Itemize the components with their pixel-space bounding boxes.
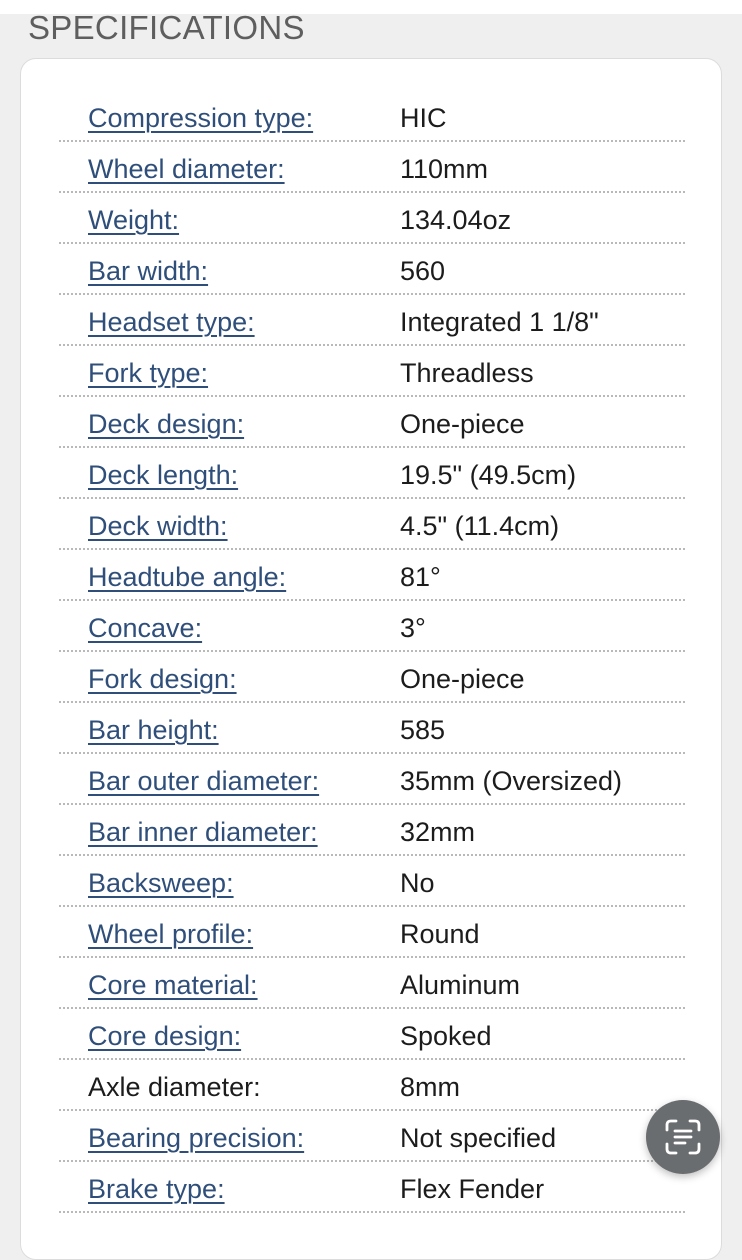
spec-row-fork-design bbox=[59, 652, 685, 703]
spec-row-bar-height bbox=[59, 703, 685, 754]
spec-value-deck-width: 4.5" (11.4cm) bbox=[400, 511, 560, 541]
spec-list bbox=[59, 91, 685, 1213]
spec-value-backsweep: No bbox=[400, 868, 435, 898]
section-title: SPECIFICATIONS bbox=[28, 9, 305, 46]
spec-label-concave[interactable]: Concave: bbox=[88, 613, 203, 643]
spec-value-weight: 134.04oz bbox=[400, 205, 512, 235]
spec-label-brake-type[interactable]: Brake type: bbox=[88, 1174, 225, 1204]
spec-row-compression-type bbox=[59, 91, 685, 142]
spec-value-axle-diameter: 8mm bbox=[400, 1072, 460, 1102]
spec-row-deck-length bbox=[59, 448, 685, 499]
spec-label-weight[interactable]: Weight: bbox=[88, 205, 180, 235]
spec-row-fork-type bbox=[59, 346, 685, 397]
spec-row-headset-type bbox=[59, 295, 685, 346]
spec-row-bearing-precision bbox=[59, 1111, 685, 1162]
spec-label-bar-inner-diameter[interactable]: Bar inner diameter: bbox=[88, 817, 318, 847]
spec-value-deck-design: One-piece bbox=[400, 409, 525, 439]
spec-value-brake-type: Flex Fender bbox=[400, 1174, 545, 1204]
spec-value-fork-design: One-piece bbox=[400, 664, 525, 694]
spec-row-weight bbox=[59, 193, 685, 244]
spec-label-deck-width[interactable]: Deck width: bbox=[88, 511, 228, 541]
spec-label-bar-height[interactable]: Bar height: bbox=[88, 715, 219, 745]
spec-label-bar-width[interactable]: Bar width: bbox=[88, 256, 209, 286]
spec-value-bearing-precision: Not specified bbox=[400, 1123, 557, 1153]
spec-row-bar-inner-diameter bbox=[59, 805, 685, 856]
spec-label-deck-length[interactable]: Deck length: bbox=[88, 460, 239, 490]
spec-value-compression-type: HIC bbox=[400, 103, 447, 133]
spec-value-wheel-diameter: 110mm bbox=[400, 154, 489, 184]
spec-row-core-material bbox=[59, 958, 685, 1009]
spec-row-deck-width bbox=[59, 499, 685, 550]
spec-value-bar-inner-diameter: 32mm bbox=[400, 817, 476, 847]
spec-label-bar-outer-diameter[interactable]: Bar outer diameter: bbox=[88, 766, 320, 796]
spec-value-headset-type: Integrated 1 1/8" bbox=[400, 307, 599, 337]
spec-row-concave bbox=[59, 601, 685, 652]
spec-row-bar-outer-diameter bbox=[59, 754, 685, 805]
spec-value-headtube-angle: 81° bbox=[400, 562, 441, 592]
spec-value-core-design: Spoked bbox=[400, 1021, 492, 1051]
spec-row-wheel-diameter bbox=[59, 142, 685, 193]
spec-value-bar-width: 560 bbox=[400, 256, 446, 286]
spec-row-bar-width bbox=[59, 244, 685, 295]
spec-label-bearing-precision[interactable]: Bearing precision: bbox=[88, 1123, 305, 1153]
spec-label-backsweep[interactable]: Backsweep: bbox=[88, 868, 234, 898]
spec-row-axle-diameter bbox=[59, 1060, 685, 1111]
spec-value-concave: 3° bbox=[400, 613, 426, 643]
spec-label-fork-type[interactable]: Fork type: bbox=[88, 358, 209, 388]
spec-label-wheel-diameter[interactable]: Wheel diameter: bbox=[88, 154, 285, 184]
scan-text-icon bbox=[664, 1118, 702, 1156]
spec-row-headtube-angle bbox=[59, 550, 685, 601]
spec-label-deck-design[interactable]: Deck design: bbox=[88, 409, 245, 439]
specifications-card bbox=[20, 58, 722, 1260]
spec-row-wheel-profile bbox=[59, 907, 685, 958]
spec-label-headtube-angle[interactable]: Headtube angle: bbox=[88, 562, 287, 592]
spec-value-core-material: Aluminum bbox=[400, 970, 521, 1000]
spec-label-core-material[interactable]: Core material: bbox=[88, 970, 258, 1000]
spec-row-deck-design bbox=[59, 397, 685, 448]
spec-value-deck-length: 19.5" (49.5cm) bbox=[400, 460, 577, 490]
spec-value-fork-type: Threadless bbox=[400, 358, 534, 388]
spec-value-bar-outer-diameter: 35mm (Oversized) bbox=[400, 766, 623, 796]
spec-label-compression-type[interactable]: Compression type: bbox=[88, 103, 314, 133]
spec-label-wheel-profile[interactable]: Wheel profile: bbox=[88, 919, 254, 949]
scan-text-button[interactable] bbox=[646, 1100, 720, 1174]
spec-row-brake-type bbox=[59, 1162, 685, 1213]
spec-label-fork-design[interactable]: Fork design: bbox=[88, 664, 237, 694]
spec-value-wheel-profile: Round bbox=[400, 919, 480, 949]
spec-row-core-design bbox=[59, 1009, 685, 1060]
spec-label-headset-type[interactable]: Headset type: bbox=[88, 307, 255, 337]
spec-row-backsweep bbox=[59, 856, 685, 907]
spec-label-core-design[interactable]: Core design: bbox=[88, 1021, 242, 1051]
spec-label-axle-diameter: Axle diameter: bbox=[88, 1072, 261, 1102]
spec-value-bar-height: 585 bbox=[400, 715, 446, 745]
